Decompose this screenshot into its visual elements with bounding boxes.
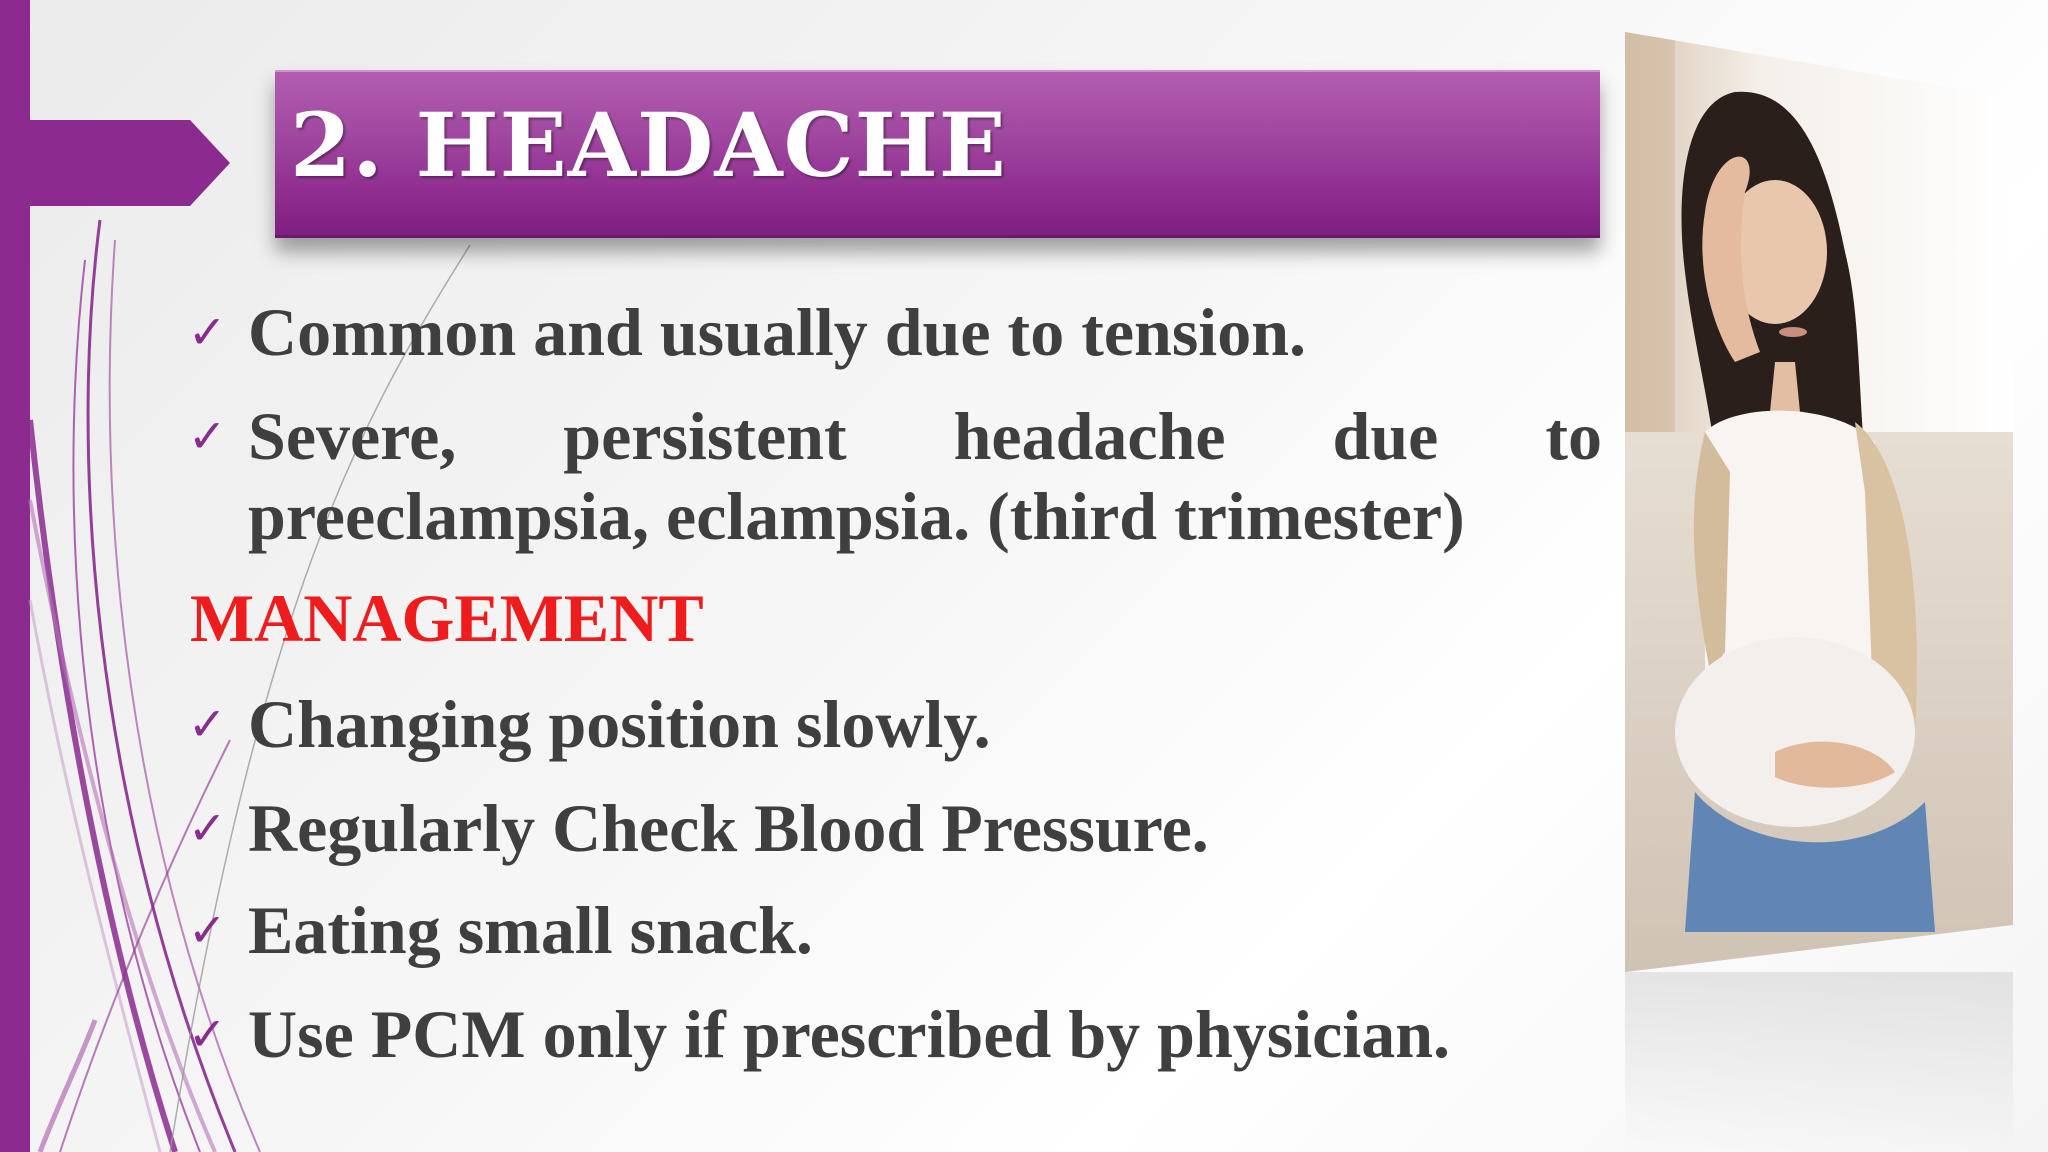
checkmark-icon: ✓ [188, 801, 227, 855]
checkmark-icon: ✓ [188, 409, 227, 463]
slide-photo [1625, 32, 2013, 972]
slide-title: 2. HEADACHE [290, 93, 1007, 197]
photo-reflection [1625, 972, 2013, 1152]
word: due [1332, 398, 1439, 474]
word: to [1545, 398, 1602, 474]
bullet-text: Regularly Check Blood Pressure. [248, 790, 1209, 866]
bullet-text: Common and usually due to tension. [248, 294, 1307, 370]
word: persistent [563, 398, 847, 474]
checkmark-icon: ✓ [188, 697, 227, 751]
title-connector-arrow [0, 120, 230, 206]
checkmark-icon: ✓ [188, 1007, 227, 1061]
word: headache [953, 398, 1226, 474]
bullet-text-line: preeclampsia, eclampsia. (third trimester) [248, 478, 1465, 554]
bullet-text: Eating small snack. [248, 892, 813, 968]
bullet-text-line [248, 394, 1602, 478]
bullet-text: Changing position slowly. [248, 686, 991, 762]
management-heading: MANAGEMENT [190, 580, 704, 656]
bullet-text: Use PCM only if prescribed by physician. [248, 996, 1451, 1072]
word: Severe, [248, 398, 457, 474]
checkmark-icon: ✓ [188, 903, 227, 957]
bullet-item [190, 394, 1600, 564]
checkmark-icon: ✓ [188, 305, 227, 359]
pregnant-woman-headache-image [1625, 32, 2013, 972]
